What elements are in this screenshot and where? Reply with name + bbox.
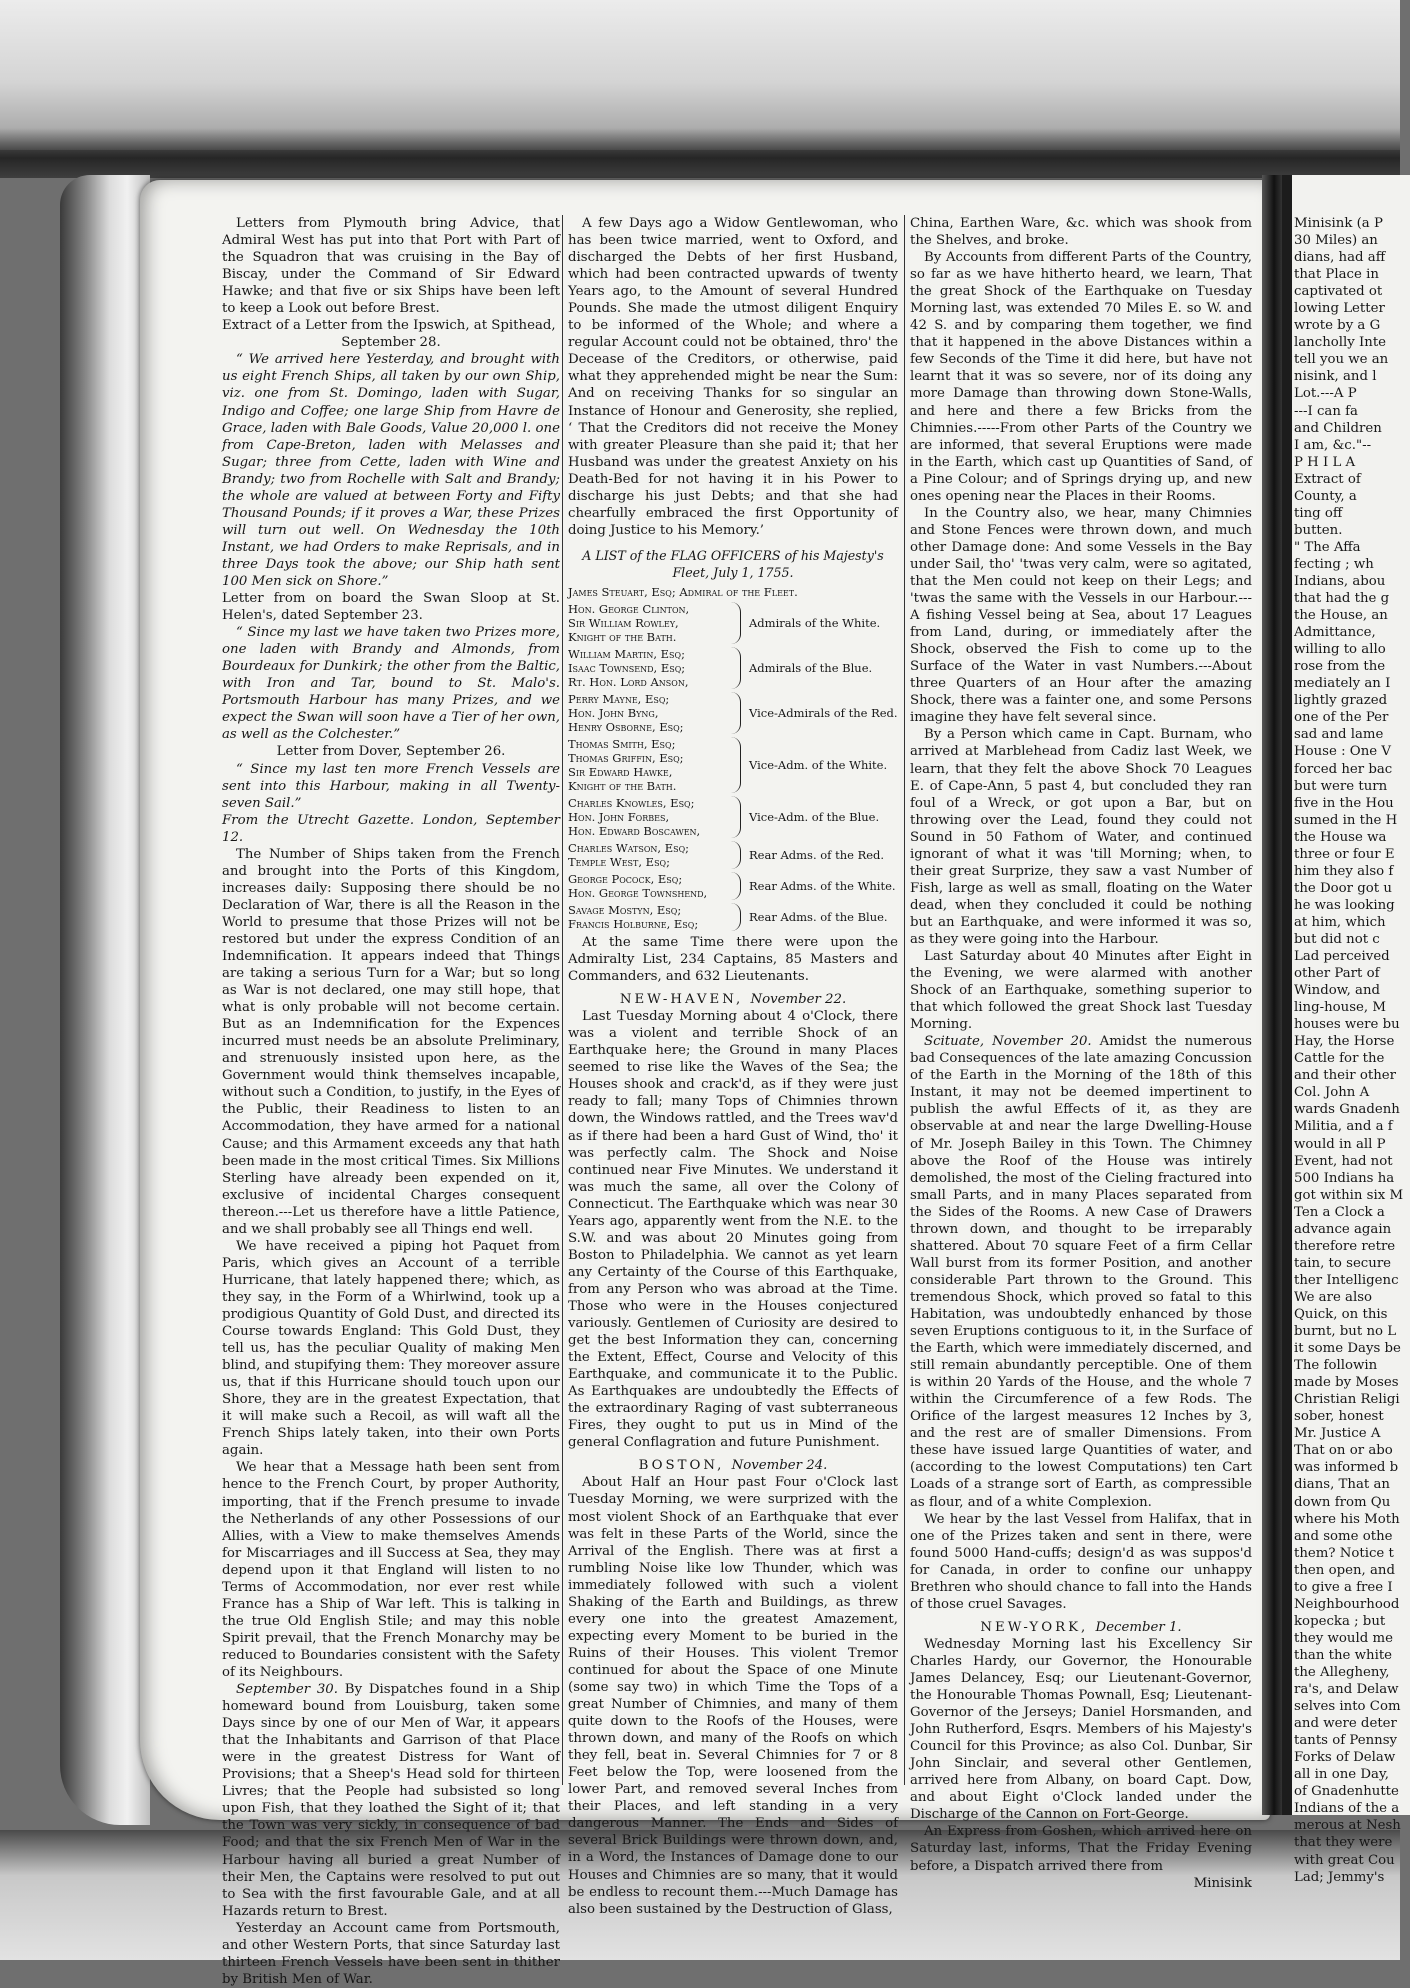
article-louisburg-date: September 30. — [236, 1682, 338, 1698]
flag-officer-name: Isaac Townsend, Esq; — [568, 660, 686, 675]
flag-group — [568, 903, 898, 931]
facing-page-line: the House, an — [1294, 608, 1388, 624]
facing-page-line: selves into Com — [1294, 1699, 1401, 1715]
facing-page-line: all in one Day, — [1294, 1767, 1389, 1783]
facing-page-line: got within six M — [1294, 1187, 1404, 1203]
flag-group-names — [568, 796, 728, 838]
facing-page-line: " The Affa — [1294, 539, 1361, 555]
facing-page-line: Minisink (a P — [1294, 216, 1383, 231]
facing-page-line: I am, &c."-- — [1294, 437, 1372, 453]
letter-dover-body: “ Since my last ten more French Vessels are sent into this Harbour, making in all Twenty-seven Sail.” — [222, 761, 560, 811]
facing-page-line: where his Moth — [1294, 1511, 1400, 1527]
flag-officer-name: Hon. George Clinton, — [568, 601, 690, 616]
flag-officer-name: Henry Osborne, Esq; — [568, 719, 684, 734]
article-louisburg — [222, 1681, 560, 1920]
facing-page-line: Cattle for the — [1294, 1051, 1385, 1067]
facing-page-line: lightly grazed — [1294, 693, 1388, 709]
facing-page-line: it some Days be — [1294, 1341, 1401, 1357]
dateline-date: December 1. — [1095, 1619, 1182, 1635]
facing-page-line: butten. — [1294, 522, 1343, 538]
facing-page-line: burnt, but no L — [1294, 1324, 1397, 1340]
dateline-date: November 22. — [750, 992, 847, 1008]
facing-page-line: Hay, the Horse — [1294, 1034, 1395, 1050]
facing-page-line: Quick, on this — [1294, 1307, 1388, 1322]
flag-rank: Admirals of the Blue. — [749, 660, 873, 675]
facing-page-line: The followin — [1294, 1358, 1378, 1374]
facing-page-line: five in the Hou — [1294, 795, 1394, 811]
dateline-boston — [568, 1457, 898, 1474]
facing-page-line: Extract of — [1294, 471, 1361, 487]
facing-page-line: Col. John A — [1294, 1085, 1370, 1101]
flag-officer-name: Knight of the Bath. — [568, 629, 677, 644]
catchword: Minisink — [1193, 1875, 1252, 1891]
article-scituate-date: Scituate, November 20. — [924, 1034, 1092, 1050]
article-portsmouth: Yesterday an Account came from Portsmouth, and other Western Ports, that since Saturday last thirteen French Vessels have been sent in thither by British Men of War. — [222, 1920, 560, 1987]
flag-list-title — [568, 547, 898, 581]
flag-officer-name: Thomas Griffin, Esq; — [568, 750, 684, 765]
facing-page-line: that Place in — [1294, 267, 1379, 283]
flag-group — [568, 841, 898, 869]
facing-page-line: down from Qu — [1294, 1494, 1391, 1510]
facing-page-line: Event, had not — [1294, 1153, 1393, 1169]
facing-page-line: wards Gnadenh — [1294, 1102, 1400, 1118]
facing-page-line: willing to allo — [1294, 642, 1386, 658]
flag-group — [568, 737, 898, 793]
dateline-place: BOSTON, — [638, 1458, 725, 1474]
article-message: We hear that a Message hath been sent from hence to the French Court, by proper Authority, importing, that if the French presume to invade the Netherlands of any other Possessions of our Allies, with a View to make themselves Amends for Miscarriages and ill Success at Sea, they may depend upon it that England will listen to no Terms of Accommodation, nor ever rest while France has a Ship of War left. This is talking in the true Old English Stile; and may this noble Spirit prevail, that the French Monarchy may be reduced to Boundaries consistent with the Safety of its Neighbours. — [222, 1460, 560, 1680]
article-widow: A few Days ago a Widow Gentlewoman, who has been twice married, went to Oxford, and discharged the Debts of her first Husband, which had been contracted upwards of twenty Years ago, to the Amount of several Hundred Pounds. She made the utmost diligent Enquiry to be informed of the Whole; and where a regular Account could not be obtained, thro' the Decease of the Creditors, or otherwise, paid what they apprehended might be near the Sum: And on receiving Thanks for so singular an Instance of Honour and Generosity, she replied, ‘ That the Creditors did not receive the Money with greater Pleasure than she paid it; that her Husband was under the greatest Anxiety on his Death-Bed for not having it in his Power to discharge his just Debts; and that she had chearfully embraced the first Opportunity of doing Justice to his Memory.’ — [568, 216, 898, 538]
facing-page-line: made by Moses — [1294, 1375, 1399, 1391]
flag-rank: Vice-Adm. of the White. — [749, 757, 888, 772]
article-plymouth: Letters from Plymouth bring Advice, that Admiral West has put into that Port with Part of the Squadron that was cruising in the Bay of Biscay, under the Command of Sir Edward Hawke; and that five or six Ships have been left to keep a Look out before Brest. — [222, 216, 560, 317]
facing-page-line: ra's, and Delaw — [1294, 1682, 1399, 1698]
dateline-date: November 24. — [731, 1458, 828, 1474]
facing-page-line: than the white — [1294, 1647, 1393, 1663]
flag-group — [568, 602, 898, 644]
facing-page-line: with great Cou — [1294, 1852, 1395, 1868]
facing-page-line: tain, to secure — [1294, 1255, 1392, 1271]
facing-page-line: other Part of — [1294, 966, 1380, 982]
facing-page-line: Admittance, — [1294, 625, 1376, 641]
flag-officer-name: Hon. John Byng, — [568, 705, 659, 720]
facing-page-line: three or four E — [1294, 846, 1395, 862]
flag-group — [568, 872, 898, 900]
facing-page-line: sad and lame — [1294, 727, 1384, 743]
facing-page-line: Indians, abou — [1294, 573, 1386, 589]
facing-page-line: the Door got u — [1294, 880, 1392, 896]
facing-page-line: sober, honest — [1294, 1409, 1384, 1425]
flag-officer-name: William Martin, Esq; — [568, 646, 685, 661]
facing-page-line: P H I L A — [1294, 454, 1356, 470]
page-gutter — [1262, 175, 1282, 1815]
flag-group-names — [568, 647, 728, 689]
facing-page-line: Window, and — [1294, 983, 1381, 999]
flag-group-names — [568, 841, 728, 869]
flag-group — [568, 692, 898, 734]
flag-officer-name: Hon. John Forbes, — [568, 809, 670, 824]
column-rule — [904, 215, 905, 1785]
article-halifax: We hear by the last Vessel from Halifax, that in one of the Prizes taken and sent in there, were found 5000 Hand-cuffs; design'd as was suppos'd for Canada, in order to confine our unhappy Brethren who should chance to fall into the Hands of those cruel Savages. — [910, 1511, 1252, 1612]
facing-page-line: 30 Miles) an — [1294, 233, 1378, 249]
facing-page-line: Ten a Clock a — [1294, 1204, 1385, 1220]
flag-list-summary: At the same Time there were upon the Admiralty List, 234 Captains, 85 Masters and Commanders, and 632 Lieutenants. — [568, 934, 898, 985]
column-3 — [910, 215, 1252, 1891]
dateline-new-york — [910, 1619, 1252, 1636]
facing-page-line: captivated ot — [1294, 284, 1383, 300]
article-burnam: By a Person which came in Capt. Burnam, who arrived at Marblehead from Cadiz last Week, we learn, that they felt the above Shock 70 Leagues E. of Cape-Ann, 5 past 4, but concluded they ran foul of a Wreck, or got upon a Bar, but on throwing over the Lead, found they could not Sound in 50 Fathom of Water, and continued ignorant of what it was 'till Morning; when, to their great Surprize, they saw a vast Number of Fish, large as well as small, floating on the Water dead, when they concluded it could be nothing but an Earthquake, and were informed it was so, as they were going into the Harbour. — [910, 727, 1252, 947]
facing-page-line: advance again — [1294, 1221, 1392, 1237]
flag-officer-name: Sir Edward Hawke, — [568, 764, 673, 779]
facing-page-line: the House wa — [1294, 829, 1387, 845]
letter-dover-heading: Letter from Dover, September 26. — [276, 744, 506, 760]
article-boston: About Half an Hour past Four o'Clock last Tuesday Morning, we were surprized with the most violent Shock of an Earthquake that ever was felt in these Parts of the World, since the Arrival of the English. There was at first a rumbling Noise like low Thunder, which was immediately followed with such a violent Shaking of the Earth and Buildings, as threw every one into the greatest Amazement, expecting every Moment to be buried in the Ruins of their Houses. This violent Tremor continued for about the Space of one Minute (some say two) in which Time the Tops of a great Number of Chimnies, and many of them quite down to the Roofs of the Houses, were thrown down, and many of the Roofs on which they fell, beat in. Several Chimnies for 7 or 8 Feet below the Top, were loosened from the lower Part, and removed several Inches from their Places, and left standing in a very dangerous Manner. The Ends and Sides of several Brick Buildings were thrown down, and, in a Word, the Instances of Damage done to our Houses and Chimnies are so many, that it would be endless to recount them.---Much Damage has also been sustained by the Destruction of Glass, — [568, 1475, 898, 1917]
brace — [728, 796, 741, 838]
facing-page-line: him they also f — [1294, 863, 1394, 879]
flag-group-names — [568, 872, 728, 900]
facing-page-line: merous at Nesh — [1294, 1818, 1401, 1834]
article-paquet: We have received a piping hot Paquet from Paris, which gives an Account of a terrible Hurricane, that lately happened there; which, as they say, in the Form of a Whirlwind, took up a prodigious Quantity of Gold Dust, and directed its Course towards England: This Gold Dust, they tell us, has the peculiar Quality of making Men blind, and stupifying them: They moreover assure us, that if this Hurricane should touch upon our Shore, they are in the greatest Expectation, that it will make such a Recoil, as will waft all the French Ships lately taken, into their own Ports again. — [222, 1238, 560, 1459]
flag-rank: Rear Adms. of the Red. — [749, 847, 885, 862]
facing-page-line: Christian Religi — [1294, 1392, 1400, 1408]
facing-page-line: but were turn — [1294, 778, 1388, 794]
facing-page-line: mediately an I — [1294, 676, 1391, 692]
facing-page-line: Mr. Justice A — [1294, 1426, 1381, 1442]
extract-body: “ We arrived here Yesterday, and brought with us eight French Ships, all taken by our own Ship, viz. one from St. Domingo, laden with Sugar, Indigo and Coffee; one large Ship from Havre de Grace, laden with Bale Goods, Value 20,000 l. one from Cape-Breton, laden with Melasses and Sugar; three from Cette, laden with Wine and Brandy; two from Rochelle with Salt and Brandy; the whole are valued at between Forty and Fifty Thousand Pounds; if it proves a War, these Prizes will turn out well. On Wednesday the 10th Instant, we had Orders to make Reprisals, and in three Days took the above; our Ship hath sent 100 Men sick on Shore.” — [222, 352, 560, 589]
facing-page-line: one of the Per — [1294, 710, 1389, 726]
flag-group-names — [568, 903, 728, 931]
facing-page-line: kopecka ; but — [1294, 1613, 1386, 1629]
facing-page-text — [1294, 215, 1404, 1885]
utrecht-heading: From the Utrecht Gazette. London, September 12. — [222, 812, 560, 845]
brace — [728, 647, 741, 689]
utrecht-body: The Number of Ships taken from the French and brought into the Ports of this Kingdom, increases daily: Supposing there should be no Declaration of War, there is all the Reason in the World to presume that those Prizes will not be restored but under the express Condition of an Indemnification. It appears indeed that Things are taking a serious Turn for a War; but so long as War is not declared, one may still hope, that what is only probable will not become certain. But as an Indemnification for the Expences incurred must needs be an absolute Preliminary, and strenuously insisted upon here, as the Government would think themselves incapable, without such a Condition, to justify, in the Eyes of the Public, their Readiness to listen to an Accommodation, they have armed for a national Cause; and this Armament exceeds any that hath been made in the most critical Times. Six Millions Sterling have already been expended on it, exclusive of incidental Charges consequent thereon.---Let us therefore have a little Patience, and we shall probably see all Things end well. — [222, 846, 560, 1237]
flag-officer-name: Sir William Rowley, — [568, 615, 679, 630]
facing-page-line: the Allegheny, — [1294, 1664, 1390, 1680]
facing-page-line: was informed b — [1294, 1460, 1399, 1476]
flag-rank: Admirals of the White. — [749, 615, 881, 630]
brace — [728, 602, 741, 644]
facing-page-line: and Children — [1294, 420, 1382, 436]
column-2 — [568, 215, 898, 1917]
flag-officer-name: Savage Mostyn, Esq; — [568, 902, 682, 917]
flag-group — [568, 647, 898, 689]
article-scituate — [910, 1033, 1252, 1510]
facing-page-line: would in all P — [1294, 1136, 1386, 1152]
article-country: In the Country also, we hear, many Chimnies and Stone Fences were thrown down, and much other Damage done: And some Vessels in the Bay under Sail, tho' 'twas very calm, were so agitated, that the Men could not keep on their Legs; and 'twas the same with the Vessels in our Harbour.---A fishing Vessel being at Sea, about 17 Leagues from Land, during, or immediately after the Shock, observed the Fish to come up to the Surface of the Water in vast Numbers.---About three Quarters of an Hour after the amazing Shock, there was a fainter one, and some Persons imagine they have felt several since. — [910, 505, 1252, 726]
flag-group-names — [568, 602, 728, 644]
brace — [728, 692, 741, 734]
flag-officer-name: Hon. Edward Boscawen, — [568, 823, 701, 838]
flag-officer-name: George Pocock, Esq; — [568, 871, 683, 886]
column-1 — [222, 215, 561, 1987]
facing-page-line: houses were bu — [1294, 1017, 1400, 1033]
flag-officer-name: Rt. Hon. Lord Anson, — [568, 674, 689, 689]
facing-page-line: 500 Indians ha — [1294, 1170, 1395, 1186]
flag-officer-name: Charles Knowles, Esq; — [568, 795, 695, 810]
flag-list-title-line2: Fleet, July 1, 1755. — [672, 564, 794, 580]
facing-page-line: Lot.---A P — [1294, 386, 1357, 402]
dateline-place: NEW-HAVEN, — [619, 992, 744, 1008]
flag-list-title-line1: A LIST of the FLAG OFFICERS of his Majesty's — [582, 547, 884, 563]
facing-page-line: to give a free I — [1294, 1579, 1393, 1595]
facing-page-line: fecting ; wh — [1294, 556, 1374, 572]
article-new-haven: Last Tuesday Morning about 4 o'Clock, there was a violent and terrible Shock of an Earthquake here; the Ground in many Places seemed to rise like the Waves of the Sea; the Houses shook and crack'd, as if they were just ready to fall; many Tops of Chimnies thrown down, the Windows rattled, and the Trees wav'd as if there had been a hard Gust of Wind, tho' it was perfectly calm. The Shock and Noise continued near Five Minutes. We understand it was much the same, all over the Colony of Connecticut. The Earthquake which was near 30 Years ago, apparently went from the N.E. to the S.W. and was about 20 Minutes going from Boston to Philadelphia. We cannot as yet learn any Certainty of the Course of this Earthquake, from any Person who was abroad at the Time. Those who were in the Houses conjectured variously. Gentlemen of Curiosity are desired to get the best Information they can, concerning the Extent, Effect, Course and Velocity of this Earthquake, and communicate it to the Public. As Earthquakes are undoubtedly the Effects of the extraordinary Raging of vast subterraneous Fires, they ought to put us in Mind of the general Conflagration and future Punishment. — [568, 1009, 898, 1451]
article-saturday-shock: Last Saturday about 40 Minutes after Eight in the Evening, we were alarmed with another Shock of an Earthquake, something superior to that which followed the great Shock last Tuesday Morning. — [910, 949, 1252, 1033]
facing-page-line: County, a — [1294, 488, 1357, 504]
brace — [728, 841, 741, 869]
brace — [728, 903, 741, 931]
letter-swan-body: “ Since my last we have taken two Prizes more, one laden with Brandy and Almonds, from Bourdeaux for Dunkirk; the other from the Baltic, with Iron and Tar, bound to St. Malo's. Portsmouth Harbour has many Prizes, and we expect the Swan will soon have a Tier of her own, as well as the Colchester.” — [222, 625, 560, 743]
flag-officer-name: Temple West, Esq; — [568, 854, 670, 869]
facing-page-line: lowing Letter — [1294, 301, 1385, 317]
facing-page-line: wrote by a G — [1294, 318, 1381, 334]
flag-rank: Vice-Adm. of the Blue. — [749, 809, 880, 824]
facing-page-line: therefore retre — [1294, 1238, 1396, 1254]
facing-page-line: and were deter — [1294, 1716, 1397, 1732]
flag-group-names — [568, 737, 728, 793]
extract-date: September 28. — [341, 335, 441, 351]
facing-page-line: but did not c — [1294, 931, 1380, 947]
flag-officer-name: Thomas Smith, Esq; — [568, 736, 676, 751]
facing-page-line: dians, had aff — [1294, 250, 1386, 266]
article-scituate-body: Amidst the numerous bad Consequences of the late amazing Concussion of the Earth in the Morning of the 18th of this Instant, it may not be deemed impertinent to publish the awful Effects of it, as they are observable at and near the large Dwelling-House of Mr. Joseph Bailey in this Town. The Chimney above the Roof of the House was intirely demolished, the most of the Cieling fractured into small Parts, and in many Places separated from the Sides of the Rooms. A new Case of Drawers thrown down, and thought to be irreparably shattered. About 70 square Feet of a firm Cellar Wall burst from its former Position, and another considerable Part thrown to the Ground. This tremendous Shock, which proved so fatal to this Habitation, was undoubtedly enhanced by those seven Eruptions contiguous to it, in the Surface of the Earth, which were immediately discerned, and still remain abundantly perceptible. One of them is within 20 Yards of the House, and the whole 7 within the Circumference of a few Rods. The Orifice of the largest measures 12 Inches by 3, and the rest are of smaller Dimensions. From these have issued large Quantities of water, and (according to the lowest Computations) ten Cart Loads of a strange sort of Earth, as compressible as flour, and of a white Complexion. — [910, 1034, 1252, 1510]
facing-page-line: rose from the — [1294, 659, 1386, 675]
facing-page-line: Lad perceived — [1294, 949, 1390, 965]
facing-page-line: and some othe — [1294, 1528, 1393, 1544]
column-rule — [562, 215, 563, 1785]
facing-page-line: at him, which — [1294, 914, 1386, 930]
flag-officer-name: Perry Mayne, Esq; — [568, 691, 670, 706]
facing-page-line: sumed in the H — [1294, 812, 1398, 828]
flag-admiral-of-fleet: James Steuart, Esq; Admiral of the Fleet. — [568, 584, 798, 599]
flag-officer-name: Knight of the Bath. — [568, 778, 677, 793]
article-accounts: By Accounts from different Parts of the Country, so far as we have hitherto heard, we learn, That the great Shock of the Earthquake on Tuesday Morning last, was extended 70 Miles E. so W. and 42 S. and by comparing them together, we find that it happened in the above Distances within a few Seconds of the Time it did here, but have not learnt that it was so severe, nor of its doing any more Damage than throwing down Stone-Walls, and here and there a few Bricks from the Chimnies.-----From other Parts of the Country we are informed, that several Eruptions were made in the Earth, which cast up Quantities of Sand, of a Pine Colour; and of Springs drying up, and new ones opening near the Places in their Rooms. — [910, 250, 1252, 504]
flag-rank: Rear Adms. of the White. — [749, 878, 896, 893]
facing-page-line: ling-house, M — [1294, 1000, 1386, 1016]
facing-page-line: Forks of Delaw — [1294, 1750, 1396, 1766]
dateline-new-haven — [568, 991, 898, 1008]
flag-officer-name: Charles Watson, Esq; — [568, 840, 690, 855]
facing-page-line: that had the g — [1294, 591, 1390, 607]
article-new-york: Wednesday Morning last his Excellency Sir Charles Hardy, our Governor, the Honourable James Delancey, Esq; our Lieutenant-Governor, the Honourable Thomas Pownall, Esq; Lieutenant-Governor of the Jerseys; Daniel Horsmanden, and John Rutherford, Esqrs. Members of his Majesty's Council for this Province; as also Col. Dunbar, Sir John Sinclair, and several other Gentlemen, arrived here from Albany, on board Capt. Dow, and about Eight o'Clock landed under the Discharge of the Cannon on Fort-George. — [910, 1636, 1252, 1823]
facing-page-line: We are also — [1294, 1289, 1373, 1305]
extract-heading: Extract of a Letter from the Ipswich, at Spithead, — [222, 318, 556, 334]
flag-officer-list — [568, 602, 898, 931]
facing-page-line: nisink, and l — [1294, 369, 1377, 385]
facing-page-line: Militia, and a f — [1294, 1119, 1393, 1135]
facing-page-line: ---I can fa — [1294, 403, 1358, 419]
brace — [728, 872, 741, 900]
facing-page-line: dians, That an — [1294, 1477, 1390, 1493]
facing-page-line: tell you we an — [1294, 352, 1389, 368]
dateline-place: NEW-YORK, — [980, 1619, 1089, 1635]
book-top-shadow — [0, 128, 1400, 178]
letter-swan-heading: Letter from on board the Swan Sloop at St. Helen's, dated September 23. — [222, 591, 560, 624]
facing-page-line: forced her bac — [1294, 761, 1393, 777]
facing-page-line: tants of Pennsy — [1294, 1733, 1398, 1749]
facing-page-line: of Gnadenhutte — [1294, 1784, 1399, 1800]
flag-rank: Vice-Admirals of the Red. — [749, 705, 898, 720]
facing-page-line: Indians of the a — [1294, 1801, 1400, 1817]
facing-page-line: they would me — [1294, 1630, 1393, 1646]
article-goshen: An Express from Goshen, which arrived here on Saturday last, informs, That the Friday Evening before, a Dispatch arrived there from — [910, 1824, 1252, 1874]
flag-group — [568, 796, 898, 838]
facing-page-line: Neighbourhood — [1294, 1596, 1400, 1612]
facing-page-line: ther Intelligenc — [1294, 1272, 1399, 1288]
flag-rank: Rear Adms. of the Blue. — [749, 909, 888, 924]
article-louisburg-body: By Dispatches found in a Ship homeward bound from Louisburg, taken some Days since by one of our Men of War, it appears that the Inhabitants and Garrison of that Place were in the greatest Distress for Want of Provisions; that a Sheep's Head sold for thirteen Livres; that the People had subsisted so long upon Fish, that they loathed the Sight of it; that the Town was very sickly, in consequence of bad Food; and that the six French Men of War in the Harbour having all buried a great Number of their Men, the Captains were resolved to put out to Sea with the first favourable Gale, and at all Hazards return to Brest. — [222, 1682, 561, 1919]
brace — [728, 737, 741, 793]
flag-group-names — [568, 692, 728, 734]
facing-page-line: lancholly Inte — [1294, 335, 1387, 351]
facing-page-line: them? Notice t — [1294, 1545, 1394, 1561]
flag-officer-name: Francis Holburne, Esq; — [568, 916, 699, 931]
facing-page-line: House : One V — [1294, 744, 1391, 760]
facing-page-line: that they were — [1294, 1835, 1393, 1851]
flag-officer-name: Hon. George Townshend, — [568, 885, 708, 900]
facing-page-line: Lad; Jemmy's — [1294, 1869, 1385, 1885]
book-binding — [60, 175, 150, 1825]
facing-page-line: he was looking — [1294, 897, 1395, 913]
facing-page-line: and their other — [1294, 1068, 1396, 1084]
facing-page-line: That on or abo — [1294, 1443, 1393, 1459]
facing-page-line: ting off — [1294, 505, 1343, 521]
article-china: China, Earthen Ware, &c. which was shook from the Shelves, and broke. — [910, 216, 1252, 249]
facing-page-line: then open, and — [1294, 1562, 1395, 1578]
